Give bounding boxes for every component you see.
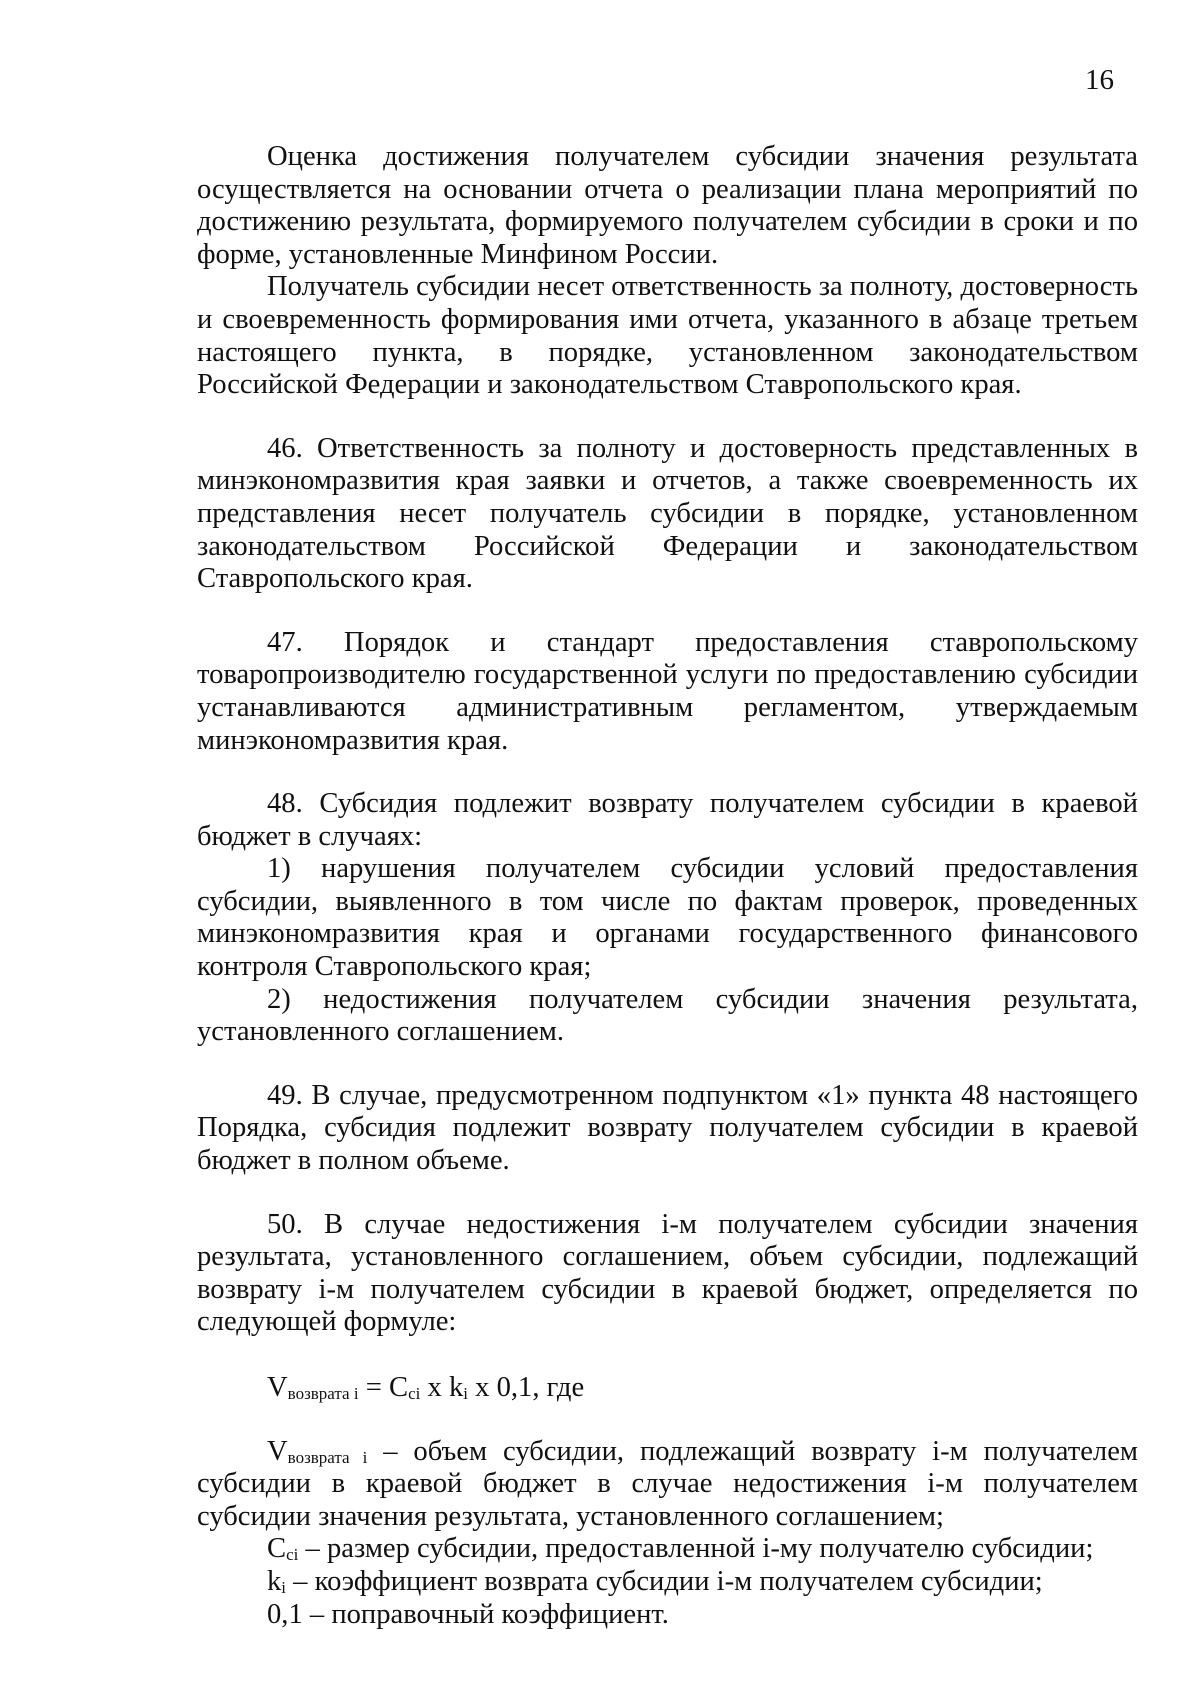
formula-times: x (420, 1372, 449, 1403)
paragraph-48-item-1: 1) нарушения получателем субсидии условий предоставления субсидии, выявленного в том числе по фактам проверок, проведенных минэкономразвития края и органами государственного финансового контроля Ставропольского края; (197, 853, 1138, 983)
formula-v-subscript: возврата i (287, 1384, 359, 1403)
refund-formula (197, 1372, 1138, 1405)
definition-v (197, 1436, 1138, 1534)
formula-equals: = (358, 1372, 390, 1403)
definition-c-text: – размер субсидии, предоставленной i-му получателю субсидии; (298, 1533, 1094, 1565)
formula-c-subscript: ci (408, 1384, 421, 1403)
definition-k (197, 1566, 1138, 1599)
document-body (197, 141, 1138, 1631)
formula-k: k (448, 1372, 464, 1403)
paragraph-48-item-2: 2) недостижения получателем субсидии значения результата, установленного соглашением. (197, 983, 1138, 1048)
paragraph-47: 47. Порядок и стандарт предоставления ставропольскому товаропроизводителю государственной услуги по предоставлению субсидии устанавливаются административным регламентом, утверждаемым минэкономразвития края. (197, 626, 1138, 756)
definition-k-text: – коэффициент возврата субсидии i-м получателем субсидии; (286, 1565, 1043, 1597)
paragraph-48: 48. Субсидия подлежит возврату получателем субсидии в краевой бюджет в случаях: (197, 788, 1138, 852)
paragraph-46: 46. Ответственность за полноту и достоверность представленных в минэкономразвития края заявки и отчетов, а также своевременность их представления несет получатель субсидии в порядке, установленном законодательством Российской Федерации и законодательством Ставропольского края. (197, 432, 1138, 595)
definition-v-symbol: V (267, 1435, 288, 1467)
paragraph-49: 49. В случае, предусмотренном подпунктом «1» пункта 48 настоящего Порядка, субсидия подлежит возврату получателем субсидии в краевой бюджет в полном объеме. (197, 1079, 1138, 1177)
definition-coefficient: 0,1 – поправочный коэффициент. (267, 1598, 669, 1630)
page-number: 16 (1085, 64, 1114, 96)
definition-c-symbol: C (267, 1533, 287, 1565)
formula-k-subscript: i (463, 1384, 468, 1403)
paragraph-recipient-responsibility: Получатель субсидии несет ответственность за полноту, достоверность и своевременность формирования ими отчета, указанного в абзаце третьем настоящего пункта, в порядке, установленном законодательством Российской Федерации и законодательством Ставропольского края. (197, 271, 1138, 401)
formula-v: V (267, 1372, 288, 1403)
definition-c-subscript: ci (286, 1545, 299, 1565)
definition-v-subscript: возврата i (287, 1447, 368, 1467)
definition-c (197, 1533, 1138, 1566)
definition-v-text: – объем субсидии, подлежащий возврату i-м получателем субсидии в краевой бюджет в случае недостижения i-м получателем субсидии значения результата, установленного соглашением; (197, 1435, 1138, 1532)
formula-rest: x 0,1, где (468, 1372, 585, 1403)
definition-k-subscript: i (281, 1577, 287, 1597)
definition-k-symbol: k (267, 1565, 282, 1597)
formula-c: C (389, 1372, 409, 1403)
paragraph-50: 50. В случае недостижения i-м получателем субсидии значения результата, установленного соглашением, объем субсидии, подлежащий возврату i-м получателем субсидии в краевой бюджет, определяется по следующей формуле: (197, 1208, 1138, 1338)
paragraph-result-evaluation: Оценка достижения получателем субсидии значения результата осуществляется на основании отчета о реализации плана мероприятий по достижению результата, формируемого получателем субсидии в сроки и по форме, установленные Минфином России. (197, 141, 1138, 270)
